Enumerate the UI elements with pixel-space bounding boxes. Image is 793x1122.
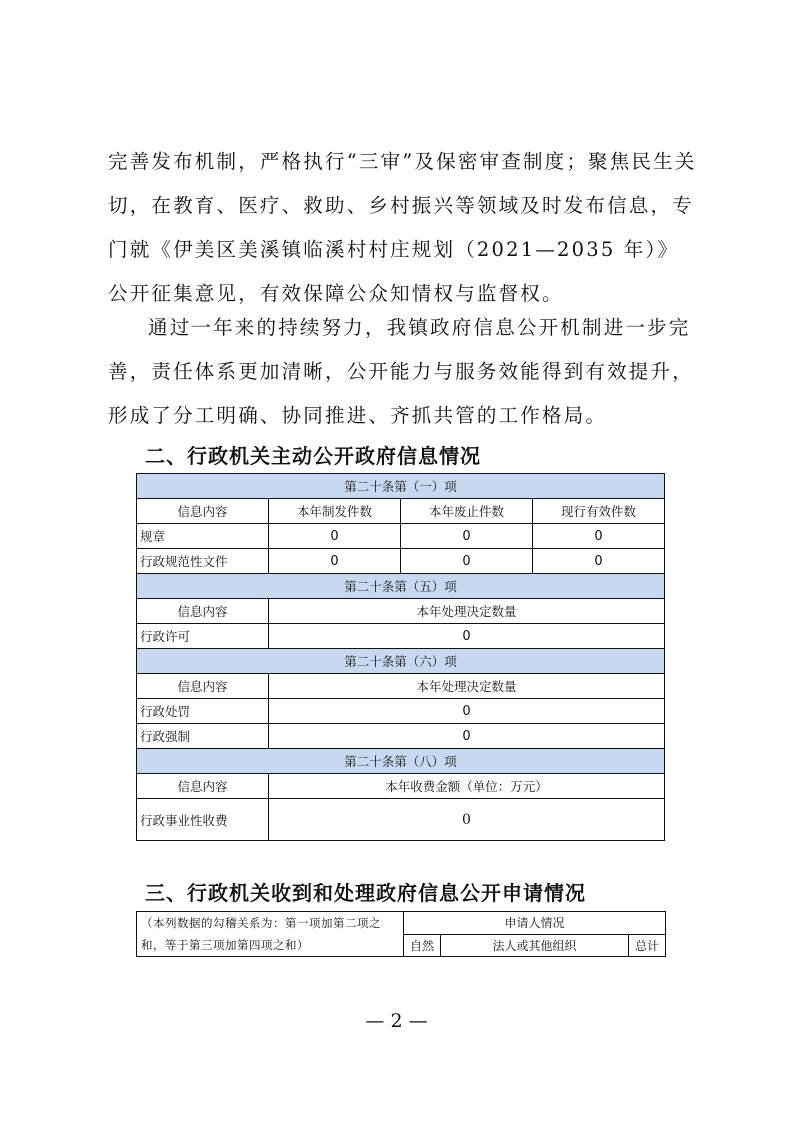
cell-value: 0 — [269, 799, 665, 841]
application-handling-table — [136, 911, 666, 957]
column-header: 法人或其他组织 — [441, 934, 629, 957]
table-section-row — [137, 649, 665, 674]
page-number: — 2 — — [365, 1010, 428, 1032]
item1-title: 第二十条第（一）项 — [137, 474, 665, 499]
table-header-row — [137, 912, 666, 935]
paragraph-summary: 通过一年来的持续努力，我镇政府信息公开机制进一步完善，责任体系更加清晰，公开能力与服务效能得到有效提升，形成了分工明确、协同推进、齐抓共管的工作格局。 — [108, 316, 694, 427]
table-header-row — [137, 499, 665, 524]
column-header: 本年收费金额（单位：万元） — [269, 774, 665, 799]
table-header-row — [137, 774, 665, 799]
column-header: 信息内容 — [137, 499, 269, 524]
section-2-heading: 二、行政机关主动公开政府信息情况 — [145, 444, 481, 468]
item6-title: 第二十条第（六）项 — [137, 649, 665, 674]
column-header: 信息内容 — [137, 674, 269, 699]
row-label: 行政许可 — [137, 624, 269, 649]
table-section-row — [137, 474, 665, 499]
table-row — [137, 799, 665, 841]
row-label: 行政强制 — [137, 724, 269, 749]
table-header-row — [137, 674, 665, 699]
cell-value: 0 — [269, 624, 665, 649]
section-3-heading: 三、行政机关收到和处理政府信息公开申请情况 — [145, 881, 586, 905]
item8-title: 第二十条第（八）项 — [137, 749, 665, 774]
proactive-disclosure-table — [136, 473, 665, 841]
column-header: 本年处理决定数量 — [269, 599, 665, 624]
cell-value: 0 — [533, 524, 665, 549]
table-row — [137, 724, 665, 749]
cell-value: 0 — [269, 524, 401, 549]
cell-value: 0 — [269, 724, 665, 749]
row-label: 规章 — [137, 524, 269, 549]
table-header-row — [137, 599, 665, 624]
cell-value: 0 — [269, 549, 401, 574]
cell-value: 0 — [269, 699, 665, 724]
column-header: 现行有效件数 — [533, 499, 665, 524]
column-header: 本年制发件数 — [269, 499, 401, 524]
cell-value: 0 — [401, 524, 533, 549]
row-label: 行政规范性文件 — [137, 549, 269, 574]
column-header: 自然 — [404, 934, 441, 957]
column-header: 信息内容 — [137, 599, 269, 624]
cell-value: 0 — [401, 549, 533, 574]
table-section-row — [137, 749, 665, 774]
row-label: 行政事业性收费 — [137, 799, 269, 841]
item5-title: 第二十条第（五）项 — [137, 574, 665, 599]
applicant-header: 申请人情况 — [404, 912, 666, 935]
table-section-row — [137, 574, 665, 599]
reconciliation-note: （本列数据的勾稽关系为：第一项加第二项之和，等于第三项加第四项之和） — [137, 912, 404, 957]
column-header: 本年处理决定数量 — [269, 674, 665, 699]
row-label: 行政处罚 — [137, 699, 269, 724]
column-header: 信息内容 — [137, 774, 269, 799]
table-row — [137, 549, 665, 574]
table-row — [137, 624, 665, 649]
cell-value: 0 — [533, 549, 665, 574]
column-header: 总计 — [629, 934, 666, 957]
table-row — [137, 699, 665, 724]
table-row — [137, 524, 665, 549]
column-header: 本年废止件数 — [401, 499, 533, 524]
paragraph-publishing-mechanism: 完善发布机制，严格执行“三审”及保密审查制度；聚焦民生关切，在教育、医疗、救助、乡村振兴等领域及时发布信息，专门就《伊美区美溪镇临溪村村庄规划（2021—2035 年）》公开征集意见，有效保障公众知情权与监督权。 — [108, 150, 697, 305]
